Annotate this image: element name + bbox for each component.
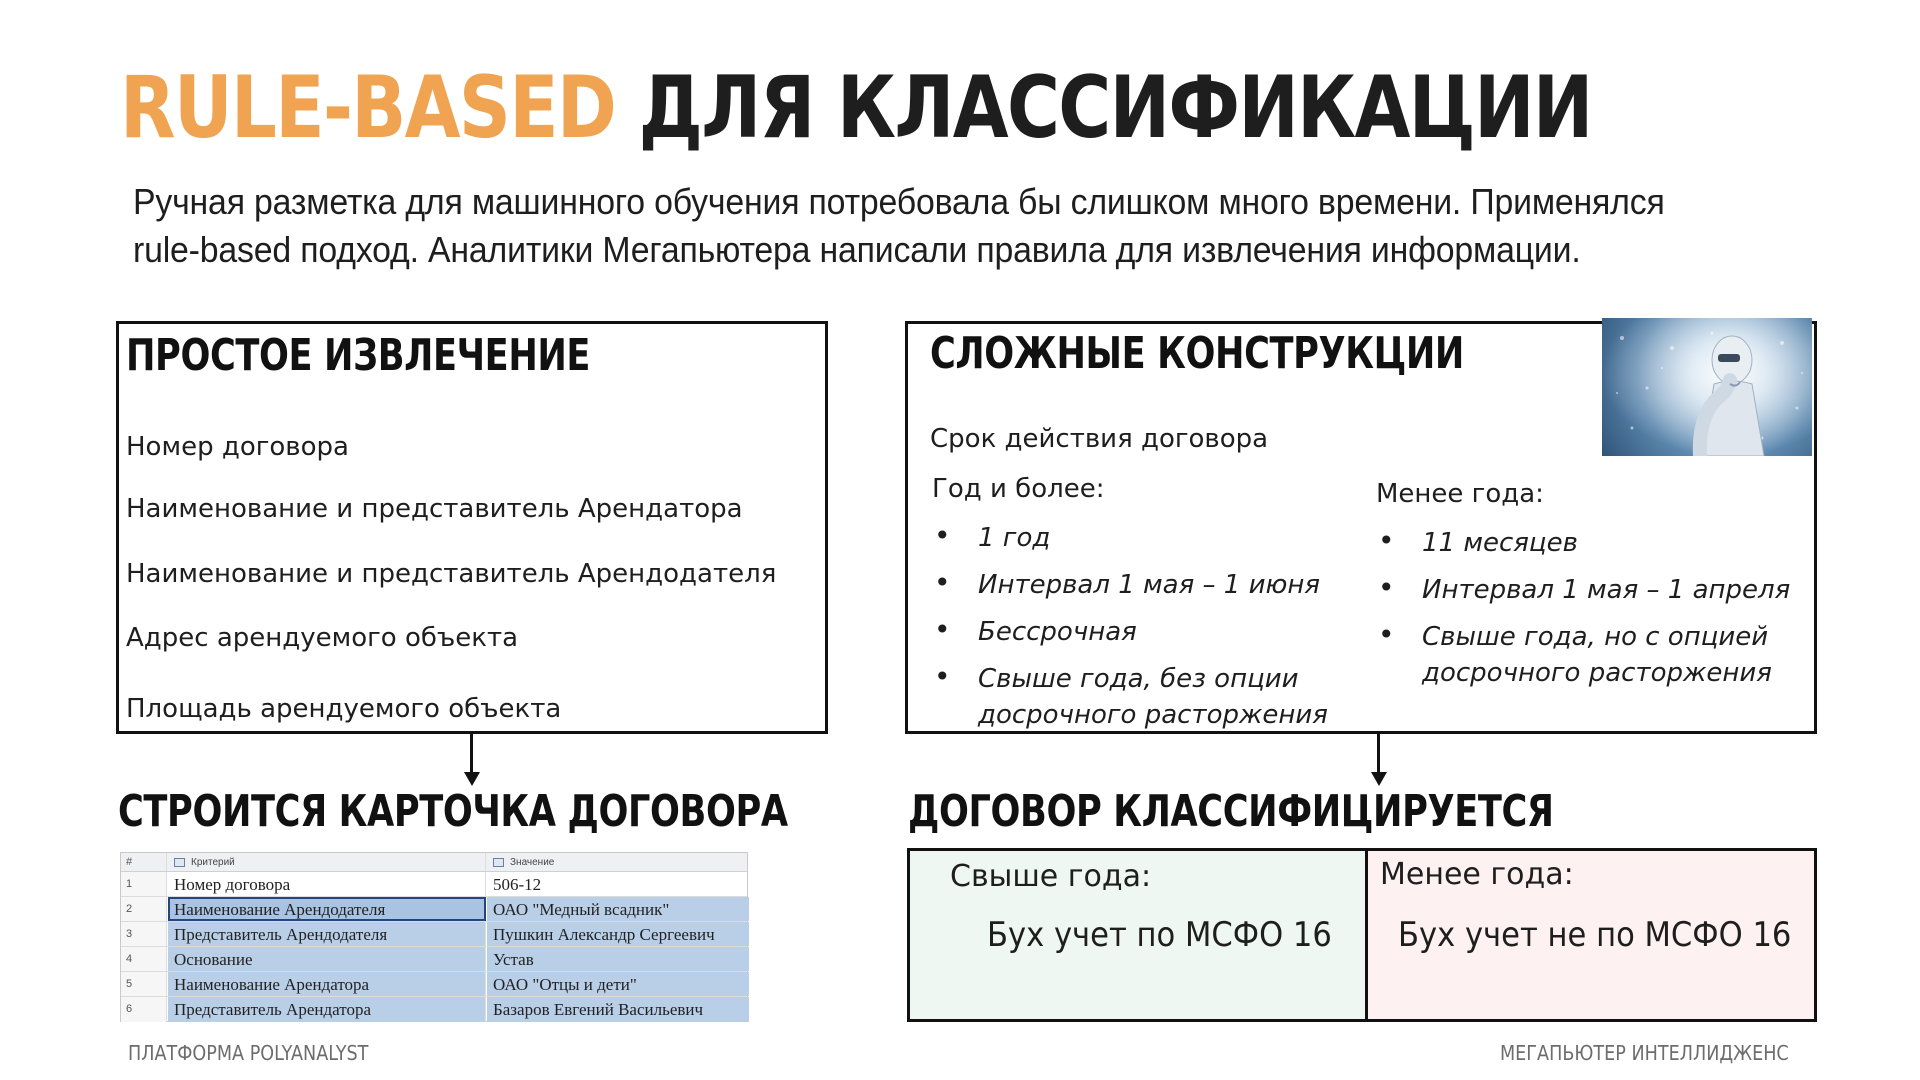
table-row[interactable] — [121, 972, 747, 997]
col-header-criterion-label: Критерий — [191, 857, 235, 868]
simple-extraction-box — [116, 321, 828, 734]
year-or-more-label: Год и более: — [932, 474, 1105, 504]
robot-thinking-image — [1602, 318, 1812, 456]
table-row[interactable] — [121, 947, 747, 972]
simple-extraction-heading: ПРОСТОЕ ИЗВЛЕЧЕНИЕ — [126, 330, 591, 381]
criterion-cell[interactable]: Наименование Арендатора — [168, 972, 486, 996]
slide-title — [120, 48, 1592, 168]
complex-constructs-heading: СЛОЖНЫЕ КОНСТРУКЦИИ — [930, 328, 1464, 379]
criterion-cell[interactable]: Представитель Арендодателя — [168, 922, 486, 946]
column-type-icon — [493, 858, 504, 867]
simple-item: Номер договора — [126, 432, 349, 462]
intro-line-2: rule-based подход. Аналитики Мегапьютера написали правила для извлечения информации. — [133, 229, 1581, 270]
arrow-down-icon — [464, 772, 480, 786]
under-year-accounting: Бух учет не по МСФО 16 — [1398, 915, 1792, 955]
row-number: 4 — [121, 947, 167, 971]
col-header-value-label: Значение — [510, 857, 555, 868]
list-item: • Бессрочная — [932, 614, 1352, 650]
criterion-cell[interactable]: Представитель Арендатора — [168, 997, 486, 1022]
under-year-label: Менее года: — [1380, 857, 1574, 892]
term-subtitle: Срок действия договора — [930, 424, 1269, 454]
arrow-down-icon — [1371, 772, 1387, 786]
table-row[interactable] — [121, 997, 747, 1022]
less-than-year-list — [1376, 525, 1808, 702]
list-item: • Интервал 1 мая – 1 июня — [932, 567, 1352, 603]
row-number: 1 — [121, 872, 167, 896]
row-number: 2 — [121, 897, 167, 921]
value-cell[interactable]: ОАО "Медный всадник" — [487, 897, 749, 921]
arrow-right-line — [1377, 734, 1380, 774]
row-number: 3 — [121, 922, 167, 946]
footer-platform: ПЛАТФОРМА POLYANALYST — [128, 1041, 369, 1065]
less-than-year-label: Менее года: — [1376, 479, 1544, 509]
simple-item: Адрес арендуемого объекта — [126, 623, 519, 653]
over-year-label: Свыше года: — [950, 859, 1152, 894]
row-number: 6 — [121, 997, 167, 1022]
col-header-value — [487, 853, 749, 871]
value-cell[interactable]: 506-12 — [493, 875, 542, 894]
list-item: • 1 год — [932, 520, 1352, 556]
table-row[interactable] — [121, 897, 747, 922]
title-rest: ДЛЯ КЛАССИФИКАЦИИ — [638, 58, 1592, 158]
value-cell[interactable]: ОАО "Отцы и дети" — [487, 972, 749, 996]
classification-heading: ДОГОВОР КЛАССИФИЦИРУЕТСЯ — [908, 786, 1554, 837]
list-item: • Свыше года, без опции досрочного расторжения — [932, 661, 1352, 733]
year-or-more-list — [932, 520, 1352, 744]
arrow-left-line — [470, 734, 473, 774]
intro-line-1: Ручная разметка для машинного обучения потребовала бы слишком много времени. Применялся — [133, 181, 1665, 222]
classification-over-year-box — [907, 848, 1368, 1022]
simple-item: Наименование и представитель Арендатора — [126, 494, 743, 524]
column-type-icon — [174, 858, 185, 867]
value-cell[interactable]: Пушкин Александр Сергеевич — [487, 922, 749, 946]
col-header-num: # — [121, 853, 167, 871]
list-item: • Свыше года, но с опцией досрочного расторжения — [1376, 619, 1808, 691]
classification-under-year-box — [1365, 848, 1817, 1022]
intro-paragraph — [133, 178, 1893, 274]
table-header — [121, 853, 747, 872]
col-header-criterion — [168, 853, 486, 871]
row-number: 5 — [121, 972, 167, 996]
contract-card-table — [120, 852, 748, 1022]
criterion-cell[interactable]: Наименование Арендодателя — [168, 897, 486, 921]
criterion-cell[interactable]: Номер договора — [168, 872, 486, 896]
value-cell[interactable]: Базаров Евгений Васильевич — [487, 997, 749, 1022]
card-heading: СТРОИТСЯ КАРТОЧКА ДОГОВОРА — [118, 786, 788, 837]
table-row[interactable] — [121, 872, 747, 897]
footer-company: МЕГАПЬЮТЕР ИНТЕЛЛИДЖЕНС — [1500, 1041, 1789, 1065]
simple-item: Наименование и представитель Арендодателя — [126, 559, 777, 589]
criterion-cell[interactable]: Основание — [168, 947, 486, 971]
list-item: • 11 месяцев — [1376, 525, 1808, 561]
robot-icon — [1602, 318, 1812, 456]
table-row[interactable] — [121, 922, 747, 947]
title-accent: RULE-BASED — [120, 58, 616, 158]
over-year-accounting: Бух учет по МСФО 16 — [987, 915, 1332, 955]
value-cell[interactable]: Устав — [487, 947, 749, 971]
list-item: • Интервал 1 мая – 1 апреля — [1376, 572, 1808, 608]
simple-item: Площадь арендуемого объекта — [126, 694, 562, 724]
